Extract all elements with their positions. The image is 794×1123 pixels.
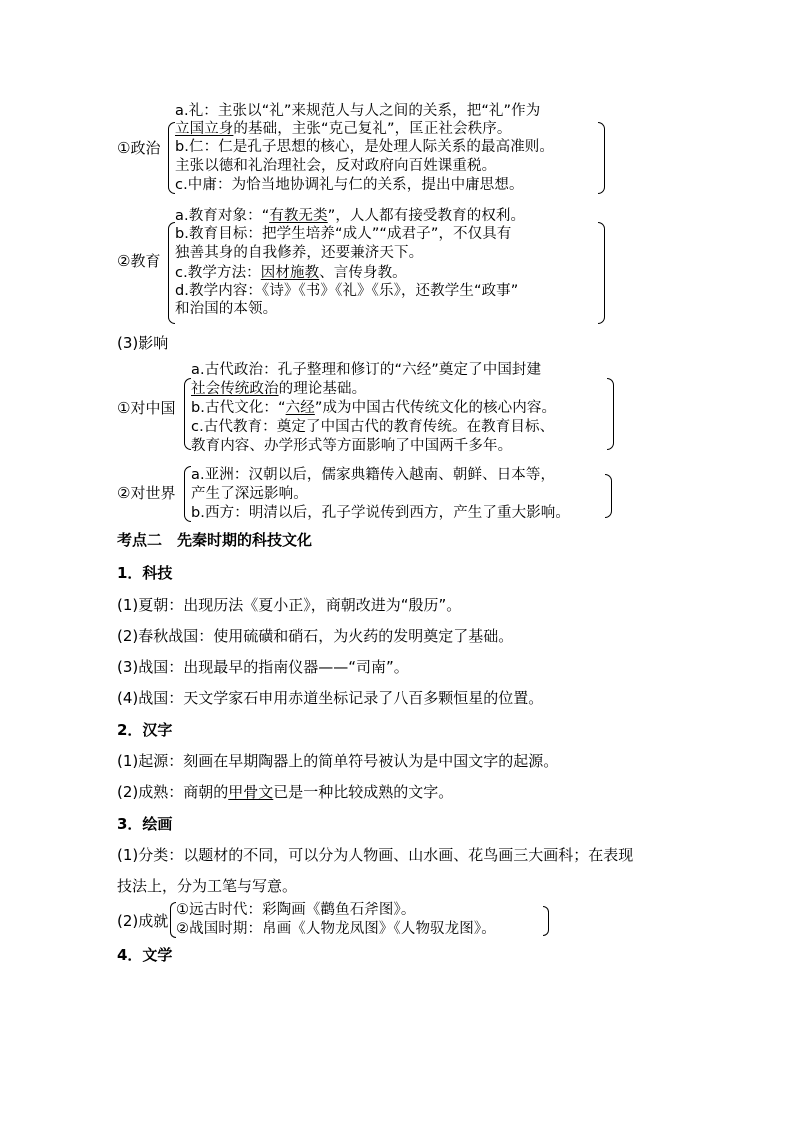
- right-brace-icon: [598, 222, 605, 324]
- achievement-line-1: ①远古时代：彩陶画《鹳鱼石斧图》。: [176, 902, 416, 918]
- politics-label: ①政治: [117, 139, 161, 157]
- education-line-2: b.教育目标：把学生培养“成人”“成君子”，不仅具有: [175, 226, 512, 242]
- education-line-4: c.教学方法：因材施教、言传身教。: [175, 265, 407, 281]
- china-label: ①对中国: [117, 399, 176, 417]
- subsection-heading: 4．文学: [117, 946, 173, 964]
- education-line-1: a.教育对象：“有教无类”，人人都有接受教育的权利。: [175, 208, 526, 224]
- politics-line-1: a.礼：主张以“礼”来规范人与人之间的关系，把“礼”作为: [175, 103, 541, 119]
- politics-line-2: 立国立身的基础，主张“克己复礼”，匡正社会秩序。: [175, 121, 512, 137]
- paragraph: (2)成熟：商朝的甲骨文已是一种比较成熟的文字。: [117, 783, 454, 801]
- education-line-6: 和治国的本领。: [175, 301, 278, 317]
- subsection-heading: 1．科技: [117, 564, 173, 582]
- world-line-3: b.西方：明清以后，孔子学说传到西方，产生了重大影响。: [191, 505, 571, 521]
- left-brace-icon: [168, 122, 175, 194]
- politics-line-4: 主张以德和礼治理社会，反对政府向百姓课重税。: [175, 158, 497, 174]
- world-line-1: a.亚洲：汉朝以后，儒家典籍传入越南、朝鲜、日本等，: [191, 467, 556, 483]
- right-brace-icon: [607, 378, 614, 450]
- subsection-heading: 2．汉字: [117, 721, 173, 739]
- section-heading: 考点二 先秦时期的科技文化: [117, 531, 313, 549]
- paragraph: (4)战国：天文学家石申用赤道坐标记录了八百多颗恒星的位置。: [117, 689, 544, 707]
- education-line-3: 独善其身的自我修养，还要兼济天下。: [175, 245, 424, 261]
- left-brace-icon: [184, 378, 191, 450]
- education-line-5: d.教学内容：《诗》《书》《礼》《乐》，还教学生“政事”: [175, 283, 519, 299]
- paragraph: (2)春秋战国：使用硫磺和硝石，为火药的发明奠定了基础。: [117, 627, 514, 645]
- achievement-line-2: ②战国时期：帛画《人物龙凤图》《人物驭龙图》。: [176, 921, 496, 937]
- paragraph: 技法上，分为工笔与写意。: [117, 877, 298, 895]
- china-line-2: 社会传统政治的理论基础。: [191, 381, 367, 397]
- china-line-5: 教育内容、办学形式等方面影响了中国两千多年。: [191, 438, 513, 454]
- paragraph: (3)战国：出现最早的指南仪器——“司南”。: [117, 658, 409, 676]
- achievement-label: (2)成就: [117, 912, 169, 930]
- world-label: ②对世界: [117, 484, 176, 502]
- subsection-heading: 3．绘画: [117, 815, 173, 833]
- paragraph: (1)起源：刻画在早期陶器上的简单符号被认为是中国文字的起源。: [117, 752, 559, 770]
- right-brace-icon: [605, 474, 612, 518]
- china-line-4: c.古代教育：奠定了中国古代的教育传统。在教育目标、: [191, 419, 555, 435]
- politics-line-3: b.仁：仁是孔子思想的核心，是处理人际关系的最高准则。: [175, 139, 555, 155]
- education-label: ②教育: [117, 252, 161, 270]
- right-brace-icon: [598, 122, 605, 194]
- paragraph: (1)夏朝：出现历法《夏小正》，商朝改进为“殷历”。: [117, 596, 462, 614]
- left-brace-icon: [168, 222, 175, 324]
- china-line-1: a.古代政治：孔子整理和修订的“六经”奠定了中国封建: [191, 362, 542, 378]
- left-brace-icon: [184, 466, 191, 522]
- world-line-2: 产生了深远影响。: [191, 486, 308, 502]
- right-brace-icon: [543, 906, 549, 936]
- paragraph: (1)分类：以题材的不同，可以分为人物画、山水画、花鸟画三大画科；在表现: [117, 846, 634, 864]
- politics-line-5: c.中庸：为恰当地协调礼与仁的关系，提出中庸思想。: [175, 177, 524, 193]
- china-line-3: b.古代文化：“六经”成为中国古代传统文化的核心内容。: [191, 400, 557, 416]
- influence-heading: (3)影响: [117, 334, 169, 352]
